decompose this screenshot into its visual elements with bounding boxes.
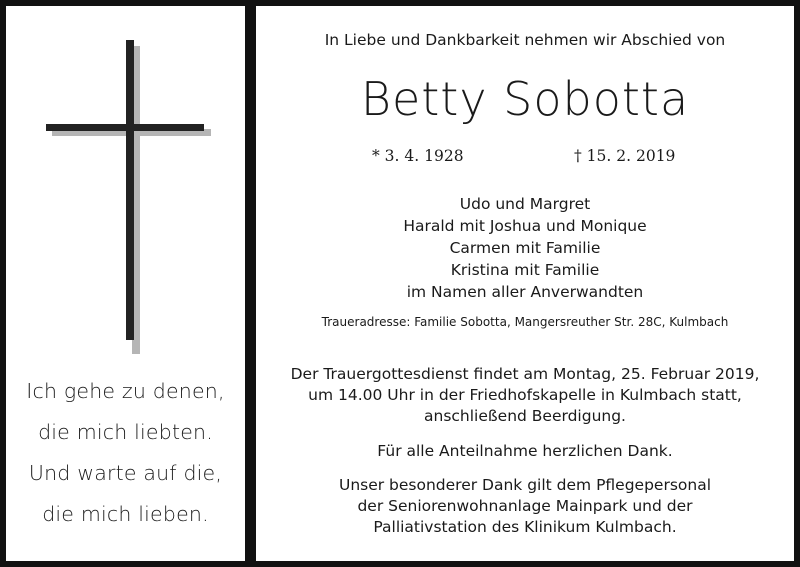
poem-line: Und warte auf die, xyxy=(28,461,223,485)
cross-bar-vertical xyxy=(126,40,134,340)
service-line: um 14.00 Uhr in der Friedhofskapelle in Kulmbach statt, xyxy=(308,386,742,404)
service-info xyxy=(256,364,794,427)
poem-line: die mich lieben. xyxy=(42,502,209,526)
column-divider xyxy=(245,0,256,567)
family-line: Kristina mit Familie xyxy=(450,261,600,279)
cross-icon xyxy=(46,40,211,350)
service-line: Der Trauergottesdienst findet am Montag, 25. Februar 2019, xyxy=(290,365,760,383)
family-line: Harald mit Joshua und Monique xyxy=(403,217,647,235)
life-dates xyxy=(256,147,794,169)
poem-line: die mich liebten. xyxy=(38,420,213,444)
family-list xyxy=(256,193,794,303)
service-line: anschließend Beerdigung. xyxy=(424,407,626,425)
poem-line: Ich gehe zu denen, xyxy=(26,379,225,403)
birth-date: * 3. 4. 1928 xyxy=(372,147,464,165)
special-thanks xyxy=(256,475,794,538)
intro-text: In Liebe und Dankbarkeit nehmen wir Abschied von xyxy=(324,31,726,49)
family-line: Carmen mit Familie xyxy=(449,239,601,257)
thanks-line: Palliativstation des Klinikum Kulmbach. xyxy=(373,518,677,536)
poem xyxy=(6,371,245,535)
deceased-name: Betty Sobotta xyxy=(360,72,690,126)
thanks-line: der Seniorenwohnanlage Mainpark und der xyxy=(357,497,693,515)
family-line: Udo und Margret xyxy=(459,195,591,213)
cross-bar-horizontal xyxy=(46,124,204,131)
death-date: † 15. 2. 2019 xyxy=(574,147,676,165)
general-thanks: Für alle Anteilnahme herzlichen Dank. xyxy=(377,442,673,460)
thanks-line: Unser besonderer Dank gilt dem Pflegepersonal xyxy=(338,476,712,494)
left-panel xyxy=(6,6,245,561)
family-line: im Namen aller Anverwandten xyxy=(406,283,644,301)
mourning-address: Traueradresse: Familie Sobotta, Mangersreuther Str. 28C, Kulmbach xyxy=(321,315,729,329)
right-panel xyxy=(256,6,794,561)
